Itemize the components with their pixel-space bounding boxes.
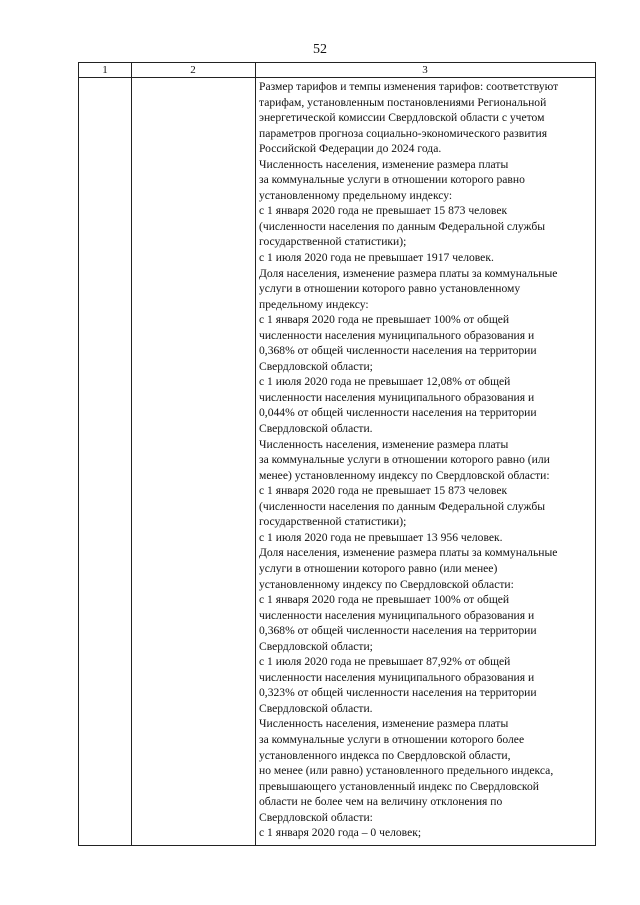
text-line: Численность населения, изменение размера платы [259, 717, 509, 731]
text-line: установленному предельному индексу: [259, 188, 453, 202]
text-line: 0,044% от общей численности населения на территории [259, 406, 537, 420]
column-header-2: 2 [190, 64, 196, 76]
text-line: Свердловской области: [259, 810, 373, 824]
text-line: превышающего установленный индекс по Свердловской [259, 779, 539, 793]
text-line: области не более чем на величину отклонения по [259, 795, 503, 809]
text-line: Свердловской области. [259, 701, 373, 715]
text-line: за коммунальные услуги в отношении которого более [259, 732, 525, 746]
text-line: за коммунальные услуги в отношении которого равно [259, 173, 525, 187]
text-line: Доля населения, изменение размера платы за коммунальные [259, 546, 558, 560]
text-line: с 1 июля 2020 года не превышает 12,08% от общей [259, 375, 511, 389]
text-line: с 1 января 2020 года не превышает 15 873 человек [259, 204, 508, 218]
text-line: услуги в отношении которого равно установленному [259, 282, 521, 296]
text-line: Численность населения, изменение размера платы [259, 157, 509, 171]
text-line: но менее (или равно) установленного предельного индекса, [259, 764, 554, 778]
column-header-1: 1 [102, 64, 108, 76]
column-divider [131, 63, 132, 845]
text-line: численности населения муниципального образования и [259, 670, 535, 684]
text-line: установленного индекса по Свердловской области, [259, 748, 511, 762]
text-line: установленному индексу по Свердловской области: [259, 577, 514, 591]
text-line: за коммунальные услуги в отношении которого равно (или [259, 453, 550, 467]
text-line: Численность населения, изменение размера платы [259, 437, 509, 451]
table-cell-column-3 [257, 79, 595, 841]
text-line: Доля населения, изменение размера платы за коммунальные [259, 266, 558, 280]
text-line: численности населения муниципального образования и [259, 328, 535, 342]
text-line: (численности населения по данным Федеральной службы [259, 219, 546, 233]
text-line: Размер тарифов и темпы изменения тарифов: соответствуют [259, 80, 559, 93]
text-line: Свердловской области; [259, 639, 373, 653]
text-line: численности населения муниципального образования и [259, 608, 535, 622]
text-line: с 1 января 2020 года не превышает 100% от общей [259, 313, 510, 327]
text-line: (численности населения по данным Федеральной службы [259, 499, 546, 513]
text-line: 0,368% от общей численности населения на территории [259, 624, 537, 638]
text-line: предельному индексу: [259, 297, 369, 311]
text-line: тарифам, установленным постановлениями Региональной [259, 95, 547, 109]
column-divider [255, 63, 256, 845]
text-line: численности населения муниципального образования и [259, 390, 535, 404]
column-header-3: 3 [422, 64, 428, 76]
page-number: 52 [313, 42, 327, 57]
text-line: Российской Федерации до 2024 года. [259, 142, 442, 156]
text-line: энергетической комиссии Свердловской области с учетом [259, 111, 545, 125]
text-line: государственной статистики); [259, 515, 407, 529]
text-line: услуги в отношении которого равно (или менее) [259, 561, 498, 575]
text-line: с 1 июля 2020 года не превышает 13 956 человек. [259, 530, 503, 544]
document-table [78, 62, 596, 846]
table-header-row [79, 63, 595, 78]
text-line: 0,323% от общей численности населения на территории [259, 686, 537, 700]
text-line: с 1 января 2020 года не превышает 15 873 человек [259, 484, 508, 498]
text-line: с 1 января 2020 года – 0 человек; [259, 826, 422, 840]
text-line: Свердловской области; [259, 359, 373, 373]
text-line: с 1 июля 2020 года не превышает 87,92% от общей [259, 655, 511, 669]
text-line: параметров прогноза социально-экономического развития [259, 126, 548, 140]
text-line: менее) установленному индексу по Свердловской области: [259, 468, 550, 482]
text-line: Свердловской области. [259, 422, 373, 436]
text-line: с 1 января 2020 года не превышает 100% от общей [259, 593, 510, 607]
text-line: с 1 июля 2020 года не превышает 1917 человек. [259, 251, 494, 265]
text-line: государственной статистики); [259, 235, 407, 249]
text-line: 0,368% от общей численности населения на территории [259, 344, 537, 358]
